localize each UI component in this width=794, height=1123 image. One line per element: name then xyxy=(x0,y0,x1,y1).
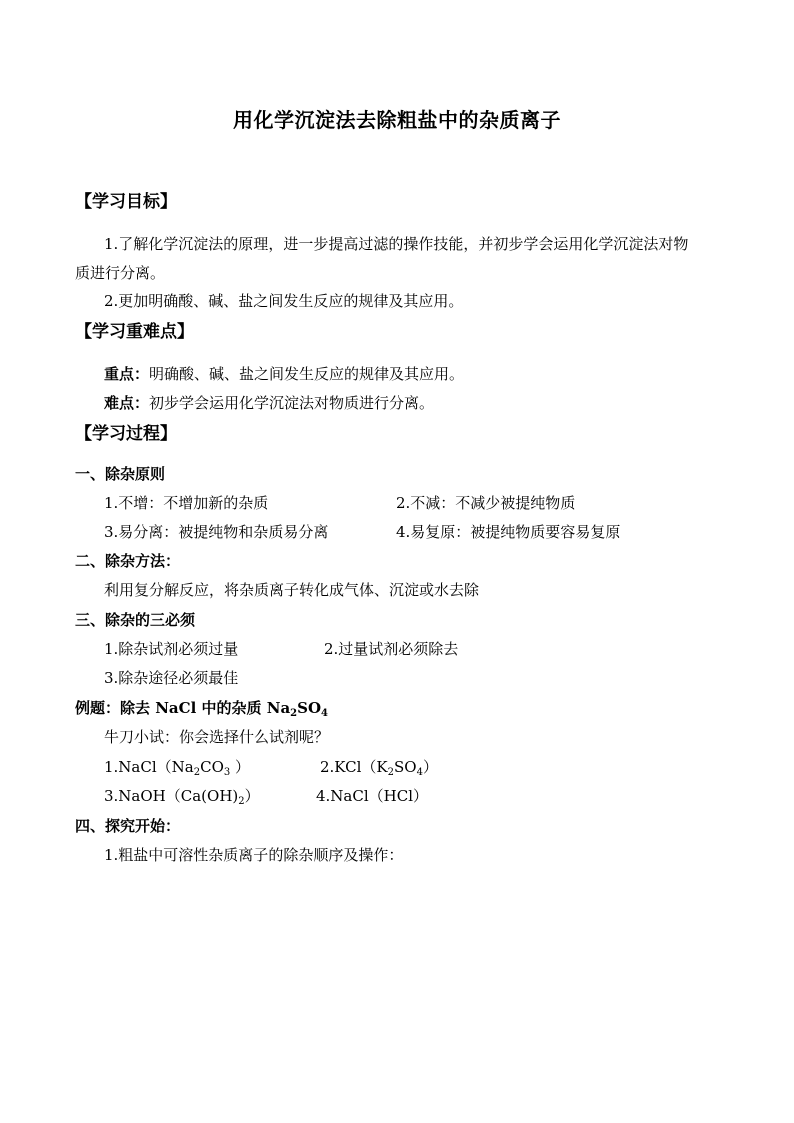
example-heading-sub: 2 xyxy=(290,708,298,719)
section-4-heading: 四、探究开始： xyxy=(75,817,181,835)
option-1-sub-2: 3 xyxy=(223,767,231,778)
principle-1: 1.不增：不增加新的杂质 xyxy=(104,494,269,512)
option-2-sub-2: 4 xyxy=(416,767,423,778)
objective-item-1-line-1: 1.了解化学沉淀法的原理，进一步提高过滤的操作技能，并初步学会运用化学沉淀法对物 xyxy=(104,235,689,253)
key-points-heading: 【学习重难点】 xyxy=(75,322,194,342)
option-1-sub: 2 xyxy=(193,767,201,778)
example-heading-text-2: SO xyxy=(297,699,322,717)
example-option-2 xyxy=(320,757,438,777)
section-4-text: 1.粗盐中可溶性杂质离子的除杂顺序及操作： xyxy=(104,846,404,864)
example-prompt: 牛刀小试：你会选择什么试剂呢？ xyxy=(104,728,330,746)
difficult-point xyxy=(104,393,434,413)
option-2-sub: 2 xyxy=(387,767,394,778)
difficult-point-label: 难点： xyxy=(104,394,150,412)
principle-2: 2.不减：不减少被提纯物质 xyxy=(396,494,576,512)
option-3-text: 3.NaOH（Ca(OH) xyxy=(104,787,239,805)
option-1-text-2: CO xyxy=(200,758,224,776)
option-2-text-3: ） xyxy=(422,758,438,776)
principle-3: 3.易分离：被提纯物和杂质易分离 xyxy=(104,523,329,541)
example-option-3 xyxy=(104,786,260,806)
option-1-text-3: ） xyxy=(230,758,251,776)
objectives-heading: 【学习目标】 xyxy=(75,192,177,212)
example-heading-sub-2: 4 xyxy=(321,708,329,719)
requirement-3: 3.除杂途径必须最佳 xyxy=(104,669,239,687)
objective-item-1-line-2: 质进行分离。 xyxy=(75,264,166,282)
option-2-text: 2.KCl（K xyxy=(320,758,388,776)
example-heading-text: 例题：除去 NaCl 中的杂质 Na xyxy=(75,699,291,717)
example-heading xyxy=(75,698,328,718)
process-heading: 【学习过程】 xyxy=(75,424,177,444)
principle-4: 4.易复原：被提纯物质要容易复原 xyxy=(396,523,621,541)
key-point-text: 明确酸、碱、盐之间发生反应的规律及其应用。 xyxy=(149,365,465,383)
objective-item-2: 2.更加明确酸、碱、盐之间发生反应的规律及其应用。 xyxy=(104,292,464,310)
section-2-text: 利用复分解反应，将杂质离子转化成气体、沉淀或水去除 xyxy=(104,581,480,599)
option-1-text: 1.NaCl（Na xyxy=(104,758,194,776)
key-point xyxy=(104,364,464,384)
section-1-heading: 一、除杂原则 xyxy=(75,465,166,483)
example-option-1 xyxy=(104,757,250,777)
section-3-heading: 三、除杂的三必须 xyxy=(75,611,196,629)
difficult-point-text: 初步学会运用化学沉淀法对物质进行分离。 xyxy=(149,394,435,412)
option-2-text-2: SO xyxy=(393,758,417,776)
example-option-4: 4.NaCl（HCl） xyxy=(316,787,429,805)
key-point-label: 重点： xyxy=(104,365,150,383)
requirement-2: 2.过量试剂必须除去 xyxy=(324,640,459,658)
page-title: 用化学沉淀法去除粗盐中的杂质离子 xyxy=(233,108,561,132)
section-2-heading: 二、除杂方法： xyxy=(75,552,181,570)
requirement-1: 1.除杂试剂必须过量 xyxy=(104,640,239,658)
option-3-sub: 2 xyxy=(238,796,245,807)
option-3-text-2: ） xyxy=(244,787,260,805)
